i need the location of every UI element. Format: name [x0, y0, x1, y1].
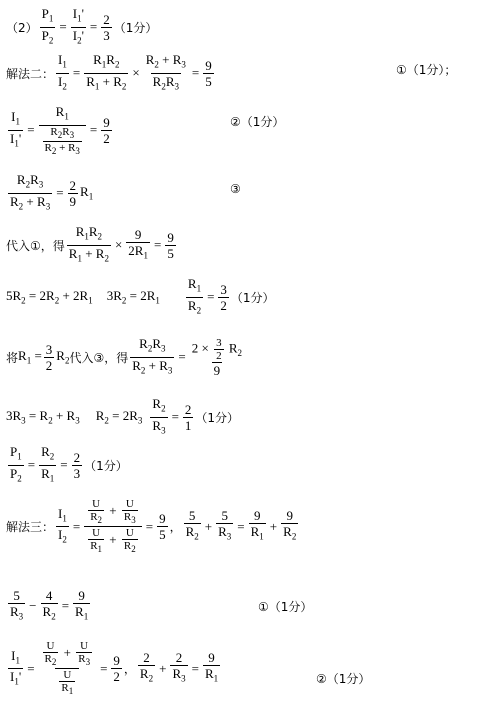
fraction-i1-i1p: $\frac{I_1}{I_1'}$: [8, 109, 23, 151]
fraction-9-5-b: $\frac{9}{5}$: [167, 229, 174, 261]
fraction-3-2: $\frac{3}{2}$: [220, 281, 227, 313]
fraction-9-r2: $\frac{9}{R_2}$: [281, 508, 298, 545]
fraction-4-r2: $\frac{4}{R_2}$: [41, 588, 58, 625]
fraction-9-5-c: $\frac{9}{5}$: [159, 511, 166, 543]
fraction-r2-r3: $\frac{R_2}{R_3}$: [150, 396, 167, 438]
equation-line-4: $\frac{R_2R_3}{R_2 + R_3}$ = $\frac{2}{9}$ $R_1$: [6, 172, 93, 214]
fraction-p1-p2-b: $\frac{P_1}{P_2}$: [8, 444, 24, 486]
equation-line-9: $\frac{P_1}{P_2}$ = $\frac{R_2}{R_1}$ = $\frac{2}{3}$ （1分）: [6, 444, 128, 486]
fraction-i1-i2-b: $\frac{I_1}{I_2}$: [56, 506, 69, 548]
method3-label: 解法三：: [6, 520, 55, 535]
mark-2: ②: [316, 672, 327, 686]
equation-line-1: （2） $\frac{P_1}{P_2}$ = $\frac{I_1'}{I_2'}$ = $\frac{2}{3}$ （1分）: [6, 6, 157, 48]
equation-line-3: $\frac{I_1}{I_1'}$ = $\frac{R_1}{\frac{R_2R_3}{R_2 + R_3}}$ = $\frac{9}{2}$: [10, 104, 110, 156]
fraction-3-2-b: $\frac{3}{2}$: [45, 341, 53, 373]
part-label: （2）: [6, 20, 38, 35]
fraction-2-r3: $\frac{2}{R_3}$: [170, 650, 187, 687]
fraction-9-2-b: $\frac{9}{2}$: [113, 653, 120, 685]
comma: ，: [169, 520, 182, 535]
equation-line-6: $5R_2 = 2R_2 + 2R_1$ $3R_2 = 2R_1$ $\frac{R_1}{R_2}$ = $\frac{3}{2}$ （1分）: [6, 276, 275, 318]
fraction-u-r1: $\frac{U}{R_1}$: [90, 527, 103, 555]
fraction-r2r3-c: $\frac{R_2R_3}{R_2 + R_3}$: [130, 336, 174, 378]
point-note: （1分）: [84, 458, 128, 473]
fraction-i1-i2: $\frac{I_1}{I_2}$: [56, 52, 69, 94]
fraction-p1-p2: $\frac{P_1}{P_2}$: [40, 6, 56, 48]
fraction-u-r2: $\frac{U}{R_2}$: [90, 498, 103, 526]
fraction-9-r1-c: $\frac{9}{R_1}$: [203, 650, 220, 687]
point-note: （1分）: [230, 290, 275, 305]
mark-3: ③: [230, 182, 241, 196]
fraction-r2r3-inner: $\frac{R_2R_3}{R_2 + R_3}$: [44, 125, 80, 156]
fraction-2-1: $\frac{2}{1}$: [184, 401, 192, 433]
fraction-u-r3-b: $\frac{U}{R_3}$: [78, 640, 91, 668]
fraction-r1r2: $\frac{R_1R_2}{R_1 + R_2}$: [84, 52, 128, 94]
fraction-r1r2-b: $\frac{R_1R_2}{R_1 + R_2}$: [67, 224, 111, 266]
comma: ，: [123, 662, 136, 677]
fraction-r2-r1: $\frac{R_2}{R_1}$: [39, 444, 56, 486]
mark-2-with-note-b: [316, 670, 370, 687]
mark-1: ①: [396, 63, 407, 77]
fraction-9-2: $\frac{9}{2}$: [103, 114, 110, 146]
point-note-semicolon: （1分）；: [406, 63, 457, 77]
fraction-5-r2: $\frac{5}{R_2}$: [184, 508, 201, 545]
substitute-text: 代入①，得: [6, 238, 65, 253]
equation-line-12: $\frac{I_1}{I_1'}$ = $\frac{U}{R_2}$ + $\frac{U}{R_3}$ $\frac{U}{R_1}$ = $\frac{9}{2}$ ， $\frac{2}{R_2}$ + $\frac{2}{R_3}$ = $\frac{9}{R_1}$: [10, 640, 219, 697]
fraction-u-nested-b: $\frac{U}{R_2}$ + $\frac{U}{R_3}$ $\frac{U}{R_1}$: [44, 640, 91, 697]
mark-1: ①: [258, 600, 269, 614]
method2-label: 解法二：: [6, 66, 55, 81]
fraction-u-r2-c: $\frac{U}{R_2}$: [44, 640, 57, 668]
mark-2: ②: [230, 115, 241, 129]
let-text: 将: [6, 350, 19, 365]
fraction-2-r2: $\frac{2}{R_2}$: [138, 650, 155, 687]
fraction-2-3-b: $\frac{2}{3}$: [73, 449, 81, 481]
equation-line-5: 代入①，得 $\frac{R_1R_2}{R_1 + R_2}$ × $\frac{9}{2R_1}$ = $\frac{9}{5}$: [6, 224, 178, 266]
fraction-r1-over: $\frac{R_1}{\frac{R_2R_3}{R_2 + R_3}}$: [39, 104, 86, 157]
point-note: （1分）: [240, 115, 285, 129]
mark-1-with-note: [396, 61, 456, 78]
fraction-2-3: $\frac{2}{3}$: [103, 11, 110, 43]
fraction-5-r3-b: $\frac{5}{R_3}$: [8, 588, 25, 625]
equation-line-8: $3R_3 = R_2 + R_3$ $R_2 = 2R_3$ $\frac{R_2}{R_3}$ = $\frac{2}{1}$ （1分）: [6, 396, 239, 438]
fraction-u-nested: $\frac{U}{R_2}$ + $\frac{U}{R_3}$ $\frac{U}{R_1}$ + $\frac{U}{R_2}$: [84, 498, 142, 555]
fraction-2-9: $\frac{2}{9}$: [69, 177, 77, 209]
point-note: （1分）: [195, 410, 240, 425]
fraction-9-r1-b: $\frac{9}{R_1}$: [73, 588, 90, 625]
equation-line-2: 解法二： $\frac{I_1}{I_2}$ = $\frac{R_1R_2}{R_1 + R_2}$ × $\frac{R_2 + R_3}{R_2R_3}$ = $\frac{9}{5}$: [6, 52, 216, 94]
fraction-i1-i1p-b: $\frac{I_1}{I_1'}$: [8, 648, 23, 690]
fraction-r2r3: $\frac{R_2 + R_3}{R_2R_3}$: [144, 52, 188, 94]
fraction-nested-9: 2 × $\frac{3}{2}$ $R_2$ 9: [191, 336, 243, 378]
fraction-r2r3-sum: $\frac{R_2R_3}{R_2 + R_3}$: [8, 172, 52, 214]
fraction-u-r1-b: $\frac{U}{R_1}$: [61, 669, 74, 697]
point-note: （1分）: [268, 600, 313, 614]
point-note: （1分）: [113, 20, 158, 35]
fraction-3-2-small: $\frac{3}{2}$: [216, 336, 222, 362]
equation-line-11: $\frac{5}{R_3}$ − $\frac{4}{R_2}$ = $\frac{9}{R_1}$: [6, 588, 92, 625]
fraction-9-5: $\frac{9}{5}$: [205, 57, 212, 89]
fraction-5-r3: $\frac{5}{R_3}$: [216, 508, 233, 545]
fraction-u-r2-b: $\frac{U}{R_2}$: [123, 527, 136, 555]
fraction-r1-r2: $\frac{R_1}{R_2}$: [186, 276, 203, 318]
fraction-i1p-i2p: $\frac{I_1'}{I_2'}$: [71, 6, 86, 48]
mark-2-with-note: [230, 113, 284, 130]
mark-1-with-note-b: [258, 598, 312, 615]
point-note: （1分）: [326, 672, 371, 686]
equation-line-7: 将 $R_1$ = $\frac{3}{2}$ $R_2$ 代入③，得 $\frac{R_2R_3}{R_2 + R_3}$ = 2 × $\frac{3}{2}$ $R_2$ 9: [6, 336, 243, 378]
fraction-9-2r1: $\frac{9}{2R_1}$: [126, 227, 150, 264]
equation-line-10: 解法三： $\frac{I_1}{I_2}$ = $\frac{U}{R_2}$ + $\frac{U}{R_3}$ $\frac{U}{R_1}$ + $\frac{U}{R_2}$ = $\frac{9}{5}$ ， $\frac{5}{R_2}$ + $\frac{5}{R_3}$ = $\frac{9}{R_1}$ + $\frac{9}{R_2}$: [6, 498, 297, 555]
fraction-u-r3: $\frac{U}{R_3}$: [123, 498, 136, 526]
substitute-text-2: 代入③，得: [69, 350, 129, 365]
fraction-9-r1: $\frac{9}{R_1}$: [249, 508, 266, 545]
